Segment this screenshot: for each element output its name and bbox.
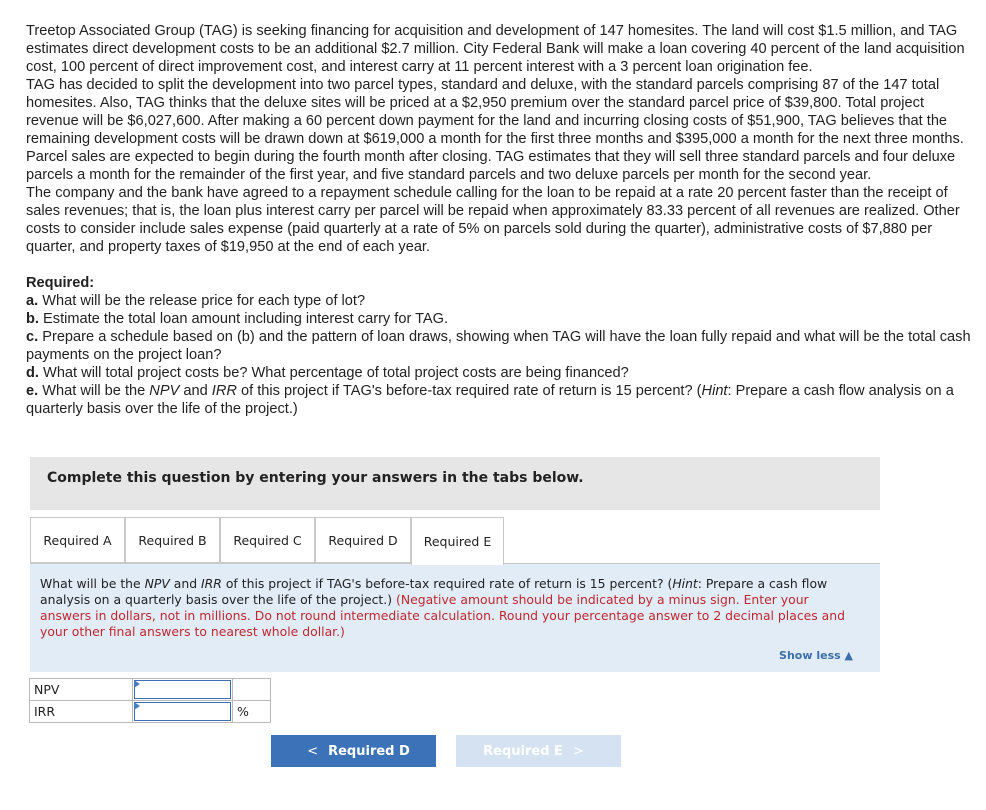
npv-input-box[interactable] bbox=[135, 681, 230, 698]
tab-required-c[interactable]: Required C bbox=[220, 517, 315, 563]
required-heading: Required: bbox=[26, 275, 95, 291]
prev-required-d-button[interactable] bbox=[271, 735, 436, 767]
tab-required-a[interactable]: Required A bbox=[30, 517, 125, 563]
tab-required-e[interactable]: Required E bbox=[411, 517, 504, 565]
npv-input[interactable] bbox=[134, 680, 231, 699]
answer-table bbox=[29, 678, 271, 723]
problem-paragraph-1: Treetop Associated Group (TAG) is seeking financing for acquisition and development of 147 homesites. The land will cost $1.5 million, and TAG estimates direct development costs to be an additional $2.7 million. City Federal Bank will make a loan covering 40 percent of the land acquisition cost, 100 percent of direct improvement cost, and interest carry at 11 percent interest with a 3 percent loan origination fee. bbox=[26, 23, 965, 75]
irr-input-box[interactable] bbox=[135, 703, 230, 720]
required-item-a: a. What will be the release price for each type of lot? bbox=[26, 293, 366, 309]
prev-button-label: Required D bbox=[328, 743, 410, 759]
npv-label: NPV bbox=[30, 679, 133, 701]
tab-required-b[interactable]: Required B bbox=[125, 517, 220, 563]
marker-flag-icon bbox=[134, 680, 140, 688]
problem-statement bbox=[26, 22, 971, 418]
tab-required-d[interactable]: Required D bbox=[315, 517, 411, 563]
irr-cell bbox=[133, 701, 233, 723]
irr-unit: % bbox=[233, 701, 271, 723]
problem-paragraph-3: The company and the bank have agreed to a repayment schedule calling for the loan to be repaid at a rate 20 percent faster than the receipt of sales revenues; that is, the loan plus interest carry per parcel will be repaid when approximately 83.33 percent of all revenues are realized. Other costs to consider include sales expense (paid quarterly at a rate of 5% on parcels sold during the quarter), administrative costs of $7,880 per quarter, and property taxes of $19,950 at the end of each year. bbox=[26, 185, 960, 255]
table-row bbox=[30, 679, 271, 701]
npv-unit bbox=[233, 679, 271, 701]
marker-flag-icon bbox=[134, 702, 140, 710]
instructions-note: (Negative amount should be indicated by a minus sign. Enter your answers in dollars, not in millions. Do not round intermediate calculation. Round your percentage answer to 2 decimal places and your other final answers to nearest whole dollar.) bbox=[40, 592, 845, 639]
chevron-left-icon: < bbox=[307, 743, 319, 759]
required-item-b: b. Estimate the total loan amount including interest carry for TAG. bbox=[26, 311, 449, 327]
problem-paragraph-2: TAG has decided to split the development into two parcel types, standard and deluxe, with the standard parcels comprising 87 of the 147 total homesites. Also, TAG thinks that the deluxe sites will be priced at a $2,950 premium over the standard parcel price of $39,800. Total project revenue will be $6,027,600. After making a 60 percent down payment for the land and incurring closing costs of $51,900, TAG believes that the remaining development costs will be drawn down at $619,000 a month for the first three months and $395,000 a month for the next three months. Parcel sales are expected to begin during the fourth month after closing. TAG estimates that they will sell three standard parcels and four deluxe parcels a month for the remainder of the first year, and five standard parcels and two deluxe parcels per month for the second year. bbox=[26, 77, 964, 183]
next-button-label: Required E bbox=[483, 743, 563, 759]
triangle-up-icon: ▲ bbox=[844, 649, 853, 662]
required-item-c: c. Prepare a schedule based on (b) and the pattern of loan draws, showing when TAG will have the loan fully repaid and what will be the total cash payments on the project loan? bbox=[26, 329, 971, 363]
chevron-right-icon: > bbox=[572, 743, 584, 759]
irr-input[interactable] bbox=[134, 702, 231, 721]
instructions-text: What will be the NPV and IRR of this project if TAG's before-tax required rate of return is 15 percent? (Hint: Prepare a cash flow analysis on a quarterly basis over the life of the project.) (Negative amount should be indicated by a minus sign. Enter your answers in dollars, not in millions. Do not round intermediate calculation. Round your percentage answer to 2 decimal places and your other final answers to nearest whole dollar.) bbox=[40, 576, 845, 639]
required-item-e: e. What will be the NPV and IRR of this project if TAG's before-tax required rate of return is 15 percent? (Hint: Prepare a cash flow analysis on a quarterly basis over the life of the project.) bbox=[26, 383, 954, 417]
table-row bbox=[30, 701, 271, 723]
npv-cell bbox=[133, 679, 233, 701]
required-item-d: d. What will total project costs be? What percentage of total project costs are being financed? bbox=[26, 365, 629, 381]
panel-heading: Complete this question by entering your answers in the tabs below. bbox=[47, 470, 584, 486]
instructions-panel-header bbox=[30, 457, 880, 510]
next-required-e-button[interactable] bbox=[456, 735, 621, 767]
show-less-link[interactable]: Show less ▲ bbox=[779, 649, 853, 662]
question-instructions bbox=[30, 564, 880, 672]
irr-label: IRR bbox=[30, 701, 133, 723]
